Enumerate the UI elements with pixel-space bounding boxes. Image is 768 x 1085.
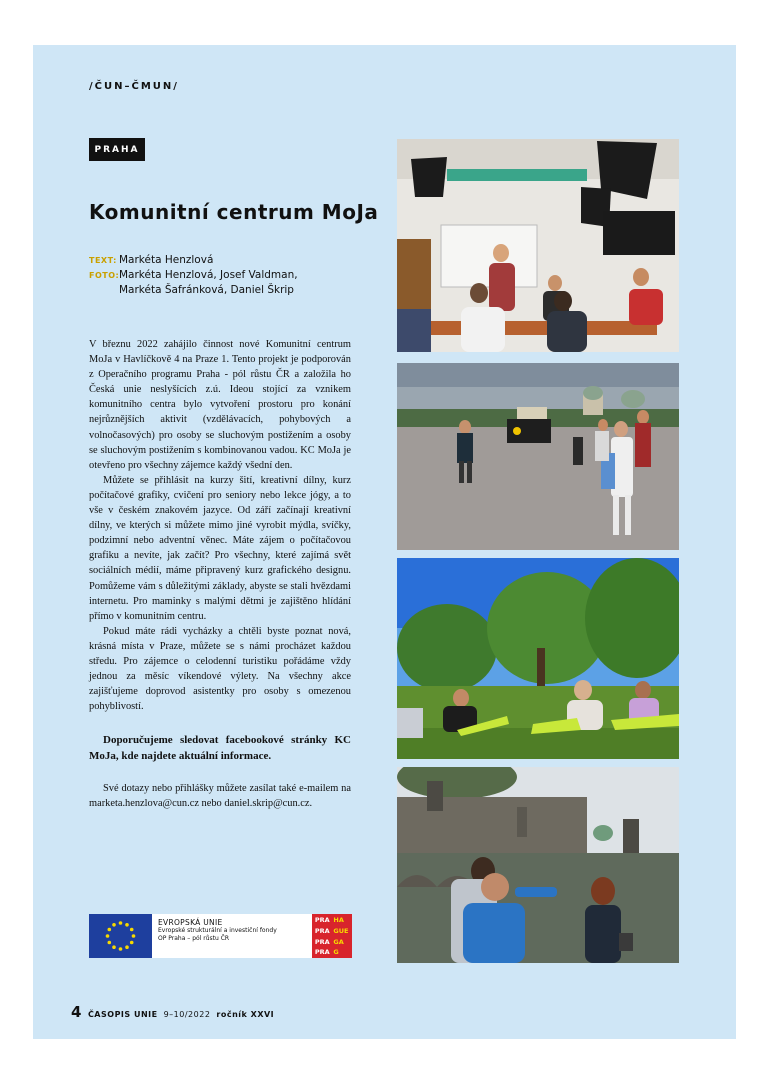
text-author: Markéta Henzlová — [119, 254, 214, 266]
photo-authors-line2: Markéta Šafránková, Daniel Škrip — [119, 284, 294, 296]
eu-funding-logo — [89, 914, 352, 958]
praha-cell: PRA — [314, 916, 330, 924]
issue-number: 9–10/2022 — [163, 1010, 211, 1019]
volume: ročník XXVI — [216, 1010, 275, 1019]
photo-studio-meeting — [397, 139, 679, 352]
praha-cell: HA — [333, 916, 344, 924]
praha-logo — [312, 914, 352, 958]
paragraph-facebook: Doporučujeme sledovat facebookové stránky KC MoJa, kde najdete aktuální informace. — [89, 734, 351, 763]
credits — [89, 253, 298, 298]
photo-charles-bridge — [397, 767, 679, 963]
photo-walk-square — [397, 363, 679, 550]
eu-title: EVROPSKÁ UNIE — [158, 918, 223, 927]
praha-cell: G — [333, 948, 339, 957]
paragraph-intro: V březnu 2022 zahájilo činnost nové Komunitní centrum MoJa v Havlíčkově 4 na Praze 1. Tento projekt je podporován z Operačního programu Praha - pól růstu ČR a založila ho Česká unie neslyšících z.ú. Ideou stojící za vznikem komunitního centra bylo vytvoření prostoru pro konání nejrůznějších aktivit (vzdělávacích, pohybových a volnočasových) pro osoby se sluchovým postižením a osoby se sluchovým postižením s kombinovanou vadou. KC MoJa je otevřeno pro všechny zájemce každý všední den. — [89, 339, 351, 471]
paragraph-contact: Své dotazy nebo přihlášky můžete zasílat také e-mailem na marketa.henzlova@cun.cz nebo daniel.skrip@cun.cz. — [89, 783, 351, 810]
location-tag: PRAHA — [89, 138, 145, 161]
section-header: /ČUN–ČMUN/ — [89, 81, 179, 92]
photo-label: FOTO: — [89, 271, 120, 280]
page-number: 4 — [71, 1003, 82, 1021]
praha-cell: GA — [333, 937, 344, 946]
eu-flag-icon — [89, 914, 152, 958]
article-title: Komunitní centrum MoJa — [89, 200, 379, 224]
article-body — [89, 337, 351, 812]
text-credit — [89, 253, 298, 268]
praha-cell: PRA — [314, 937, 330, 946]
photo-park-picnic — [397, 558, 679, 759]
eu-line1: Evropské strukturální a investiční fondy — [158, 927, 277, 934]
praha-cell: PRA — [314, 948, 330, 957]
eu-line2: OP Praha – pól růstu ČR — [158, 935, 230, 942]
praha-cell: GUE — [333, 926, 349, 935]
page — [33, 45, 736, 1039]
praha-cell: PRA — [314, 926, 330, 935]
page-footer — [71, 1003, 274, 1021]
photo-authors-line1: Markéta Henzlová, Josef Valdman, — [119, 269, 298, 281]
eu-text — [152, 914, 312, 958]
text-label: TEXT: — [89, 256, 117, 265]
paragraph-walks: Pokud máte rádi vycházky a chtěli byste poznat nová, krásná místa v Praze, můžete se s námi procházet každou středu. Pro zájemce o celodenní turistiku pořádáme vždy jednou za měsíc víkendové výlety. Na všechny akce zajišťujeme doprovod asistentky pro osoby s omezenou pohyblivostí. — [89, 625, 351, 713]
paragraph-courses: Můžete se přihlásit na kurzy šití, kreativní dílny, kurz počítačové grafiky, cvičení pro seniory nebo lekce jógy, a to vše v českém znakovém jazyce. Od září začínají kreativní dílny, ve kterých si můžete mimo jiné vyrobit mýdla, svíčky, podzimní nebo adventní věnec. Máte zájem o počítačovou grafiku a nevíte, jak začít? Pro všechny, které zajímá svět sociálních médií, máme připravený kurz grafického designu. Pomůžeme vám s důležitými základy, abyste se stali hvězdami internetu. Pro maminky s malými dětmi je zajištěno hlídání přímo v komunitním centru. — [89, 474, 351, 622]
photo-credit — [89, 268, 298, 283]
magazine-name: ČASOPIS UNIE — [87, 1010, 158, 1019]
